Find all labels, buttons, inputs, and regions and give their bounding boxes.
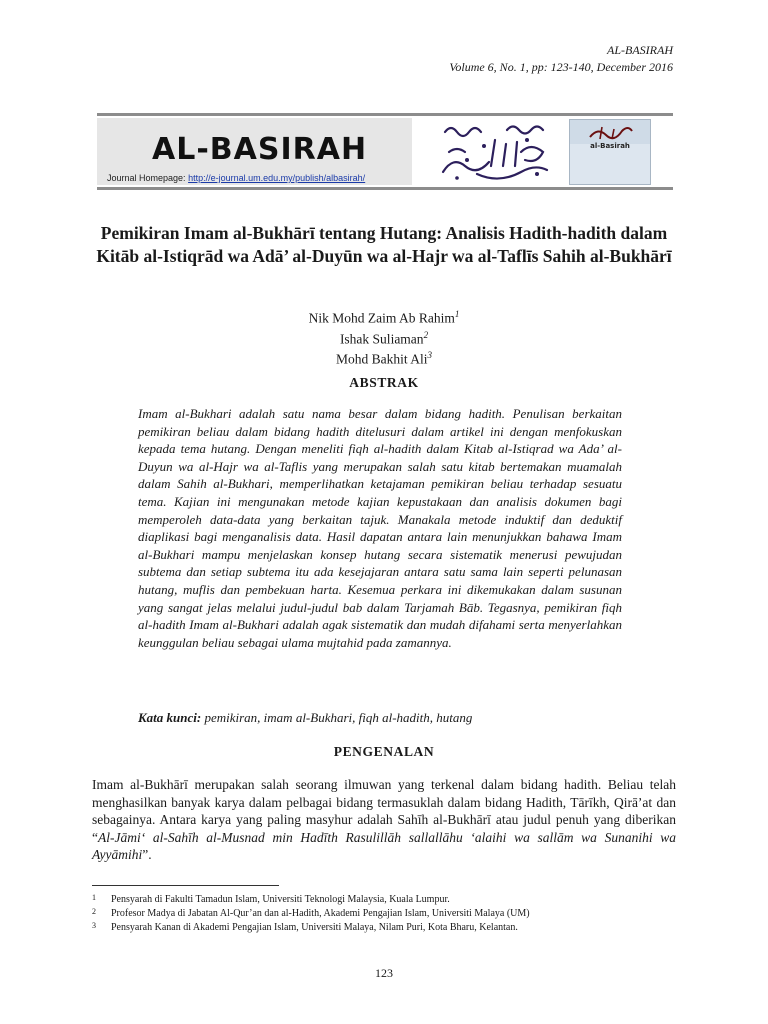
journal-homepage (107, 173, 365, 183)
footnote (92, 907, 682, 921)
article-title: Pemikiran Imam al-Bukhārī tentang Hutang: Analisis Hadith-hadith dalam Kitāb al-Istiqrād wa Adā’ al-Duyūn wa al-Hajr wa al-Taflīs Sahih al-Bukhārī (96, 223, 672, 266)
page-number: 123 (375, 966, 393, 980)
author (0, 306, 768, 327)
author-name: Nik Mohd Zaim Ab Rahim (308, 310, 455, 326)
keywords (138, 710, 622, 726)
author-name: Ishak Suliaman (339, 331, 424, 346)
footnote-number: 3 (92, 921, 96, 930)
author-name: Mohd Bakhit Ali (335, 351, 428, 367)
keywords-label: Kata kunci: (138, 710, 202, 725)
journal-name: AL-BASIRAH (607, 43, 673, 57)
introduction-paragraph (92, 776, 676, 864)
footnote-text: Pensyarah Kanan di Akademi Pengajian Islam, Universiti Malaya, Nilam Puri, Kota Bharu, Kelantan. (111, 922, 518, 933)
author-list (0, 306, 768, 368)
cover-calligraphy (586, 123, 636, 143)
banner-title-panel (97, 118, 412, 185)
footnote-divider (92, 885, 279, 886)
abstract-heading: ABSTRAK (349, 375, 419, 390)
introduction-heading: PENGENALAN (333, 744, 435, 759)
arabic-calligraphy-logo (437, 122, 557, 184)
journal-header (449, 42, 673, 76)
intro-book-title: Al-Jāmi‘ al-Sahīh al-Musnad min Hadīth Rasulillāh sallallāhu ‘alaihi wa sallām wa Sunanihi wa Ayyāmihi (92, 829, 676, 863)
intro-text-end: ”. (142, 847, 152, 863)
footnote-text: Pensyarah di Fakulti Tamadun Islam, Universiti Teknologi Malaysia, Kuala Lumpur. (111, 894, 450, 905)
footnote-text: Profesor Madya di Jabatan Al-Qur’an dan al-Hadith, Akademi Pengajian Islam, Universiti Malaya (UM) (111, 908, 530, 919)
footnote-number: 2 (92, 907, 96, 916)
volume-info: Volume 6, No. 1, pp: 123-140, December 2016 (449, 60, 673, 74)
footnote (92, 921, 682, 935)
author-affiliation: 1 (454, 309, 460, 319)
footnote-number: 1 (92, 893, 96, 902)
homepage-link[interactable]: http://e-journal.um.edu.my/publish/albasirah/ (188, 173, 366, 183)
footnotes (92, 893, 682, 935)
author (0, 347, 768, 368)
journal-cover-thumbnail (569, 119, 651, 185)
author (0, 327, 768, 348)
abstract-text: Imam al-Bukhari adalah satu nama besar dalam bidang hadith. Penulisan berkaitan pemikiran beliau dalam bidang hadith ditelusuri dalam artikel ini dengan menfokuskan kepada tema hutang. Dengan meneliti fiqh al-hadith dalam Kitab al-Istiqrad wa Ada’ al-Duyun wa al-Hajr wa al-Taflis yang merupakan salah satu kitab bertemakan muamalah dalam Sahih al-Bukhari, memperlihatkan ketajaman pemikiran beliau terhadap sesuatu tema. Kajian ini mengunakan metode kajian kepustakaan dan analisis dokumen bagi memperoleh data-data yang berkaitan tajuk. Manakala metode induktif dan deduktif diaplikasi bagi menganalisis data. Hasil dapatan antara lain menunjukkan bahawa Imam al-Bukhari mampu menjelaskan konsep hutang secara sistematik menerusi pewujudan subtema dan setiap subtema itu ada kesejajaran antara satu sama lain seperti pelunasan hutang, muflis dan pembekuan harta. Kesemua perkara ini dikemukakan dalam susunan yang sangat jelas melalui judul-judul bab dalam Tarjamah Bāb. Tegasnya, pemikiran fiqh al-hadith Imam al-Bukhari adalah agak sistematik dan mudah difahami serta menyerlahkan keunggulan beliau sebagai ulama mujtahid pada zamannya. (138, 406, 622, 650)
cover-journal-name: al-Basirah (590, 142, 630, 150)
author-affiliation: 2 (423, 329, 429, 340)
banner-title: AL-BASIRAH (152, 132, 368, 167)
intro-text: Imam al-Bukhārī merupakan salah seorang ilmuwan yang terkenal dalam bidang hadith. Beliau telah menghasilkan banyak karya dalam pelbagai bidang termasuklah dalam bidang Hadith, Tārīkh, Qirā’at dan sebagainya. Antara karya yang paling masyhur adalah Sahīh al-Bukhārī atau judul penuh yang diberikan “ (92, 777, 676, 845)
footnote (92, 893, 682, 907)
journal-banner (97, 113, 673, 190)
author-affiliation: 3 (427, 350, 432, 360)
keywords-list: pemikiran, imam al-Bukhari, fiqh al-hadith, hutang (201, 710, 473, 725)
homepage-label: Journal Homepage: (107, 173, 186, 183)
